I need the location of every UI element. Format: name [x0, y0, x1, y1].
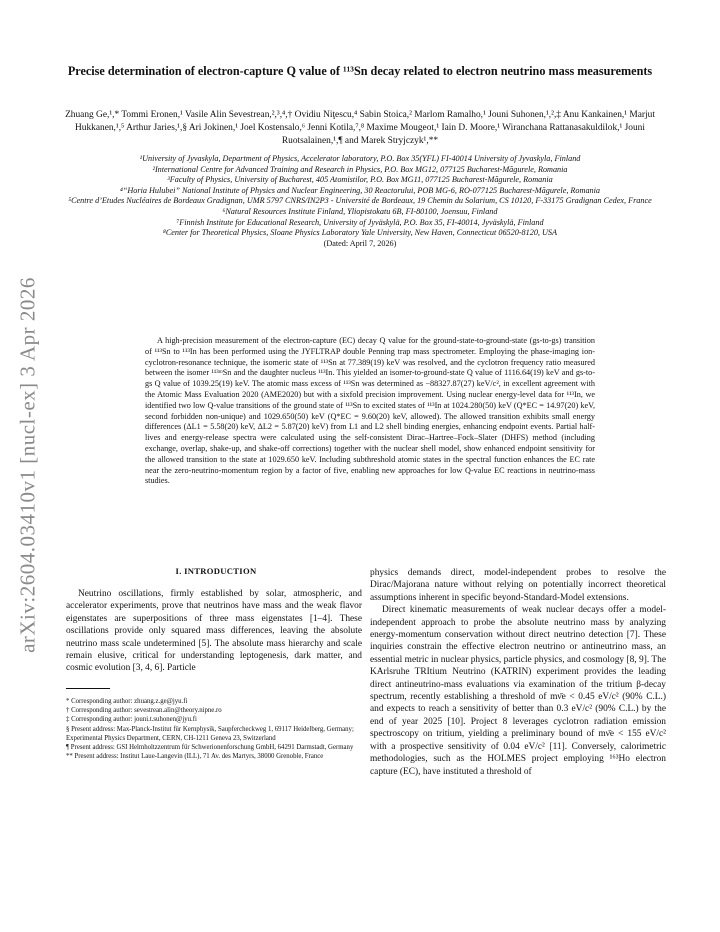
footnote: † Corresponding author: sevestrean.alin@theory.nipne.ro	[66, 707, 222, 715]
dated-line: (Dated: April 7, 2026)	[323, 238, 397, 248]
abstract	[145, 336, 595, 487]
affiliation-6: ⁶Natural Resources Institute Finland, Yliopistokatu 6B, FI-80100, Joensuu, Finland	[222, 206, 498, 216]
paper-title: Precise determination of electron-capture Q value of ¹¹³Sn decay related to electron neutrino mass measurements	[67, 64, 653, 78]
footnote: * Corresponding author: zhuang.z.ge@jyu.fi	[66, 698, 188, 705]
footnote: ‡ Corresponding author: jouni.t.suhonen@jyu.fi	[66, 716, 197, 724]
intro-paragraph-continued: physics demands direct, model-independent probes to resolve the Dirac/Majorana nature without relying on potentially incorrect theoretical assumptions inherent in specific beyond-Standard-Model extensions.	[370, 568, 666, 603]
footnote-rule	[66, 688, 110, 689]
affiliation-2: ²International Centre for Advanced Training and Research in Physics, P.O. Box MG12, 077125 Bucharest-Măgurele, Romania	[152, 164, 568, 174]
intro-paragraph-1: Neutrino oscillations, firmly established by solar, atmospheric, and accelerator experiments, prove that neutrinos have mass and the weak flavor eigenstates are superpositions of three mass eigenstates [1–4]. These oscillations provide only squared mass differences, leaving the absolute neutrino mass scale undetermined [5]. The absolute mass hierarchy and scale remain elusive, critical for understanding leptogenesis, dark matter, and cosmic evolution [3, 4, 6]. Particle	[66, 589, 362, 674]
affiliation-8: ⁸Center for Theoretical Physics, Sloane Physics Laboratory Yale University, New Haven, Connecticut 06520-8120, USA	[162, 228, 558, 238]
affiliation-7: ⁷Finnish Institute for Educational Research, University of Jyväskylä, P.O. Box 35, FI-40014, Jyväskylä, Finland	[176, 217, 544, 227]
affiliation-5: ⁵Centre d’Etudes Nucléaires de Bordeaux Gradignan, UMR 5797 CNRS/IN2P3 - Université de Bordeaux, 19 Chemin du Solarium, CS 10120, F-33175 Gradignan Cedex, France	[68, 196, 652, 206]
arxiv-sidebar	[6, 230, 50, 700]
right-column	[370, 567, 666, 778]
footnote: § Present address: Max-Planck-Institut für Kernphysik, Saupfercheckweg 1, 69117 Heidelberg, Germany; Experimental Physics Department, CERN, CH-1211 Geneva 23, Switzerland	[66, 725, 354, 742]
affiliation-3: ³Faculty of Physics, University of Bucharest, 405 Atomistilor, P.O. Box MG11, 077125 Bucharest-Măgurele, Romania	[167, 175, 553, 185]
author-list: Zhuang Ge,¹,* Tommi Eronen,¹ Vasile Alin Sevestrean,²,³,⁴,† Ovidiu Niţescu,⁴ Sabin Stoica,² Marlom Ramalho,¹ Jouni Suhonen,¹,²,‡ Anu Kankainen,¹ Marjut Hukkanen,¹,⁵ Arthur Jaries,¹,§ Ari Jokinen,¹ Joel Kostensalo,⁶ Jenni Kotila,⁷,⁸ Maxime Mougeot,¹ Iain D. Moore,¹ Wiranchana Rattanasakuldilok,¹ Jouni Ruotsalainen,¹,¶ and Marek Stryjczyk¹,**	[65, 110, 655, 146]
affiliations	[60, 154, 660, 249]
left-column	[66, 588, 362, 675]
footnote: ¶ Present address: GSI Helmholtzzentrum für Schwerionenforschung GmbH, 64291 Darmstadt, Germany	[66, 744, 354, 752]
section-heading-introduction: I. INTRODUCTION	[175, 566, 257, 576]
arxiv-identifier: arXiv:2604.03410v1 [nucl-ex] 3 Apr 2026	[15, 277, 40, 653]
affiliation-4: ⁴“Horia Hulubei” National Institute of Physics and Nuclear Engineering, 30 Reactorului, POB MG-6, RO-077125 Bucharest-Măgurele, Romania	[119, 185, 600, 195]
footnote: ** Present address: Institut Laue-Langevin (ILL), 71 Av. des Martyrs, 38000 Grenoble, France	[66, 753, 324, 761]
affiliation-1: ¹University of Jyvaskyla, Department of Physics, Accelerator laboratory, P.O. Box 35(YFL) FI-40014 University of Jyvaskyla, Finland	[139, 154, 581, 163]
intro-paragraph-2: Direct kinematic measurements of weak nuclear decays offer a model-independent approach to probe the absolute neutrino mass by analyzing energy-momentum conservation without direct neutrino detection [7]. These inquiries constrain the effective electron neutrino or antineutrino mass, an essential metric in nuclear physics, particle physics, and cosmology [8, 9]. The KArlsruhe TRItium Neutrino (KATRIN) experiment provides the leading direct antineutrino-mass evaluations via examination of the tritium β-decay spectrum, recently establishing a threshold of mν̄e < 0.45 eV/c² (90% C.L.) and expects to reach a sensitivity of better than 0.3 eV/c² (90% C.L.) by the end of year 2025 [10]. Project 8 leverages cyclotron radiation emission spectroscopy on tritium, yielding a preliminary bound of mν̄e < 155 eV/c² with a prospective sensitivity of 0.04 eV/c² [11]. Conversely, calorimetric methodologies, such as the HOLMES project employing ¹⁶³Ho electron capture (EC), have instituted a threshold of	[370, 605, 666, 777]
footnotes	[66, 697, 362, 761]
abstract-text: A high-precision measurement of the electron-capture (EC) decay Q value for the ground-state-to-ground-state (gs-to-gs) transition of ¹¹³Sn to ¹¹³In has been performed using the JYFLTRAP double Penning trap mass spectrometer. Employing the phase-imaging ion-cyclotron-resonance technique, the isomeric state of ¹¹³Sn at 77.389(19) keV was resolved, and the cyclotron frequency ratio measured between the isomer ¹¹³ᵐSn and the daughter nucleus ¹¹³In. This yielded an isomer-to-ground-state Q value of 1116.64(19) keV and gs-to-gs Q value of 1039.25(19) keV. The atomic mass excess of ¹¹³Sn was determined as −88327.87(27) keV/c², in excellent agreement with the Atomic Mass Evaluation 2020 (AME2020) but with a sixfold precision improvement. Using nuclear energy-level data for ¹¹³In, we identified two low Q-value transitions of the ground state of ¹¹³Sn to excited states of ¹¹³In at 1024.280(50) keV (Q*EC = 14.97(20) keV, second forbidden non-unique) and 1029.650(50) keV (Q*EC = 9.60(20) keV, allowed). The allowed transition exhibits small energy differences (ΔL1 = 5.58(20) keV, ΔL2 = 5.87(20) keV) from L1 and L2 shell binding energies, enhancing endpoint events. Partial half-lives and energy-release spectra were calculated using the self-consistent Dirac–Hartree–Fock–Slater (DHFS) method (including exchange, overlap, shake-up, and shake-off corrections) together with the nuclear shell model, show enhanced endpoint sensitivity for the allowed transition to the state at 1029.650 keV. Including subthreshold atomic states in the spectral function enhances the EC rate near the zero-neutrino-momentum region by a factor of five, enabling new approaches for low Q-value EC reactions in neutrino-mass studies.	[145, 336, 595, 486]
